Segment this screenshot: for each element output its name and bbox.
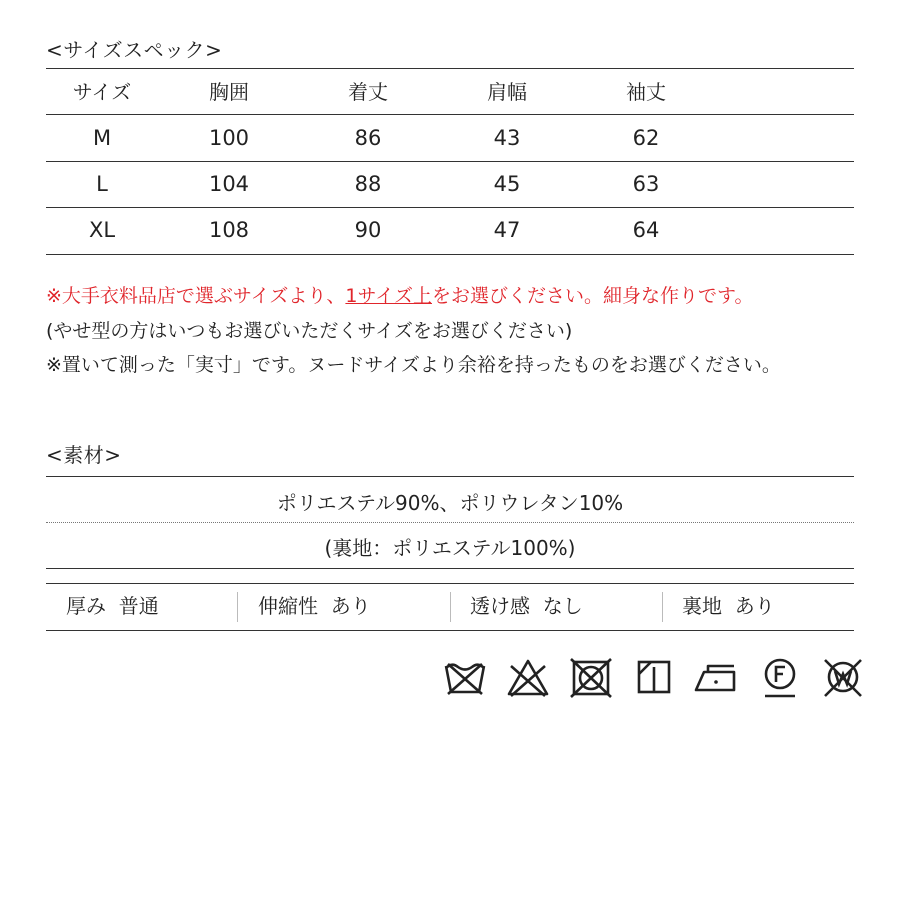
- fit-warning-emphasis: 1サイズ上: [345, 285, 432, 307]
- size-table-rule: [46, 207, 854, 208]
- fit-warning-text-1: ※大手衣料品店で選ぶサイズより、: [46, 285, 346, 307]
- material-lining: (裏地：ポリエステル100%): [324, 536, 576, 560]
- material-bottom-rule: [46, 568, 854, 569]
- size-table-header: [46, 69, 854, 115]
- no-bleach-icon: [503, 652, 553, 702]
- property-value: あり: [734, 594, 775, 618]
- table-row: [46, 161, 854, 207]
- property-value: 普通: [118, 594, 159, 618]
- property-label: 厚み: [66, 594, 106, 618]
- property-label: 裏地: [682, 594, 722, 618]
- fit-warning-text-2: をお選びください。細身な作りです。: [431, 285, 754, 307]
- size-cell: M: [92, 126, 112, 150]
- fit-warning-note: [46, 281, 753, 308]
- no-wet-clean-icon: [818, 652, 862, 702]
- size-table-rule: [46, 114, 854, 115]
- material-title: <素材>: [46, 443, 122, 467]
- dry-clean-f-icon: [755, 652, 805, 702]
- header-length: 着丈: [348, 80, 388, 104]
- line-dry-shade-icon: [629, 652, 679, 702]
- material-divider: [46, 522, 854, 523]
- property-value: あり: [330, 594, 371, 618]
- property-label: 伸縮性: [258, 594, 318, 618]
- property-stretch: [258, 583, 371, 630]
- no-washing-icon: [440, 652, 490, 702]
- property-label: 透け感: [470, 594, 530, 618]
- sleeve-cell: 64: [632, 218, 660, 242]
- chest-cell: 100: [208, 126, 250, 150]
- slim-fit-note: (やせ型の方はいつもお選びいただくサイズをお選びください): [46, 320, 573, 342]
- shoulder-cell: 45: [493, 172, 521, 196]
- material-top-rule: [46, 476, 854, 477]
- chest-cell: 108: [208, 218, 250, 242]
- length-cell: 86: [354, 126, 382, 150]
- measurement-note: ※置いて測った「実寸」です。ヌードサイズより余裕を持ったものをお選びください。: [46, 354, 781, 376]
- property-sheerness: [470, 583, 583, 630]
- property-separator: [237, 592, 238, 622]
- sleeve-cell: 62: [632, 126, 660, 150]
- size-spec-title: <サイズスペック>: [46, 38, 223, 62]
- property-value: なし: [542, 594, 583, 618]
- table-row: [46, 115, 854, 161]
- property-separator: [450, 592, 451, 622]
- chest-cell: 104: [208, 172, 250, 196]
- size-cell: XL: [88, 218, 116, 242]
- header-shoulder: 肩幅: [487, 80, 527, 104]
- length-cell: 90: [354, 218, 382, 242]
- length-cell: 88: [354, 172, 382, 196]
- sleeve-cell: 63: [632, 172, 660, 196]
- property-thickness: [66, 583, 159, 630]
- properties-bottom-rule: [46, 630, 854, 631]
- shoulder-cell: 47: [493, 218, 521, 242]
- header-chest: 胸囲: [209, 80, 249, 104]
- table-row: [46, 207, 854, 253]
- material-main: ポリエステル90%、ポリウレタン10%: [276, 491, 624, 515]
- shoulder-cell: 43: [493, 126, 521, 150]
- header-size: サイズ: [72, 80, 132, 104]
- iron-low-icon: [692, 652, 742, 702]
- no-tumble-dry-icon: [566, 652, 616, 702]
- property-lining: [682, 583, 775, 630]
- header-sleeve: 袖丈: [626, 80, 666, 104]
- size-cell: L: [96, 172, 108, 196]
- property-separator: [662, 592, 663, 622]
- size-table-rule: [46, 161, 854, 162]
- size-table-bottom-rule: [46, 254, 854, 255]
